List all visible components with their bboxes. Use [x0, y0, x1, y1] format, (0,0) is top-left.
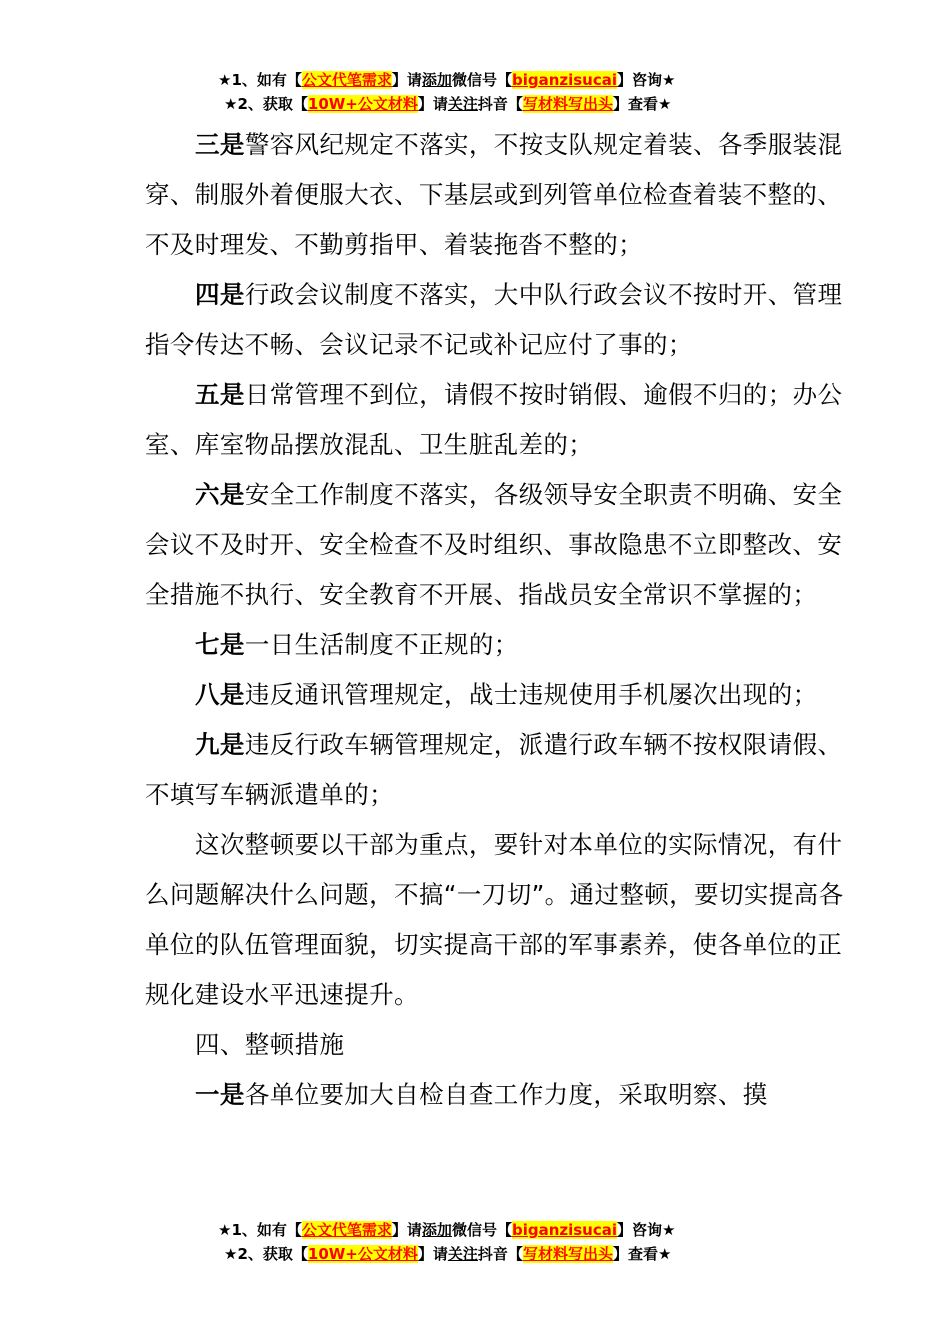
banner-text: 】请 — [417, 1245, 448, 1263]
banner-highlight: 10W+公文材料 — [307, 95, 418, 113]
banner-underline: 添加 — [421, 1221, 452, 1239]
document-body — [145, 120, 845, 1120]
banner-text: 】查看★ — [612, 95, 672, 113]
banner-underline: 添加 — [421, 71, 452, 89]
header-banner — [0, 68, 950, 116]
paragraph-5 — [145, 370, 845, 470]
banner-line-2 — [0, 92, 950, 116]
banner-highlight: 公文代笔需求 — [301, 1221, 392, 1239]
banner-text: 】查看★ — [612, 1245, 672, 1263]
banner-line-1 — [0, 1218, 950, 1242]
banner-text: 】请 — [391, 71, 422, 89]
banner-text: 抖音【 — [477, 95, 523, 113]
banner-underline: 关注 — [447, 1245, 478, 1263]
section-heading-text: 四、整顿措施 — [195, 1030, 345, 1059]
banner-text: ★2、获取【 — [224, 95, 308, 113]
paragraph-9 — [145, 720, 845, 820]
paragraph-lead: 七是 — [195, 630, 245, 659]
banner-text: 抖音【 — [477, 1245, 523, 1263]
paragraph-text: 各单位要加大自检自查工作力度，采取明察、摸 — [244, 1080, 768, 1109]
paragraph-lead: 六是 — [195, 480, 245, 509]
paragraph-text: 警容风纪规定不落实，不按支队规定着装、各季服装混穿、制服外着便服大衣、下基层或到列管单位检查着装不整的、不及时理发、不勤剪指甲、着装拖沓不整的； — [145, 130, 843, 259]
banner-text: ★1、如有【 — [218, 1221, 302, 1239]
paragraph-4 — [145, 270, 845, 370]
banner-text: 】请 — [417, 95, 448, 113]
paragraph-text: 这次整顿要以干部为重点，要针对本单位的实际情况，有什么问题解决什么问题，不搞“一刀切”。通过整顿，要切实提高各单位的队伍管理面貌，切实提高干部的军事素养，使各单位的正规化建设水平迅速提升。 — [145, 830, 844, 1009]
banner-line-1 — [0, 68, 950, 92]
paragraph-lead: 五是 — [195, 380, 245, 409]
banner-highlight: biganzisucai — [511, 71, 618, 89]
paragraph-lead: 三是 — [195, 130, 245, 159]
section-heading — [145, 1020, 845, 1070]
paragraph-lead: 八是 — [195, 680, 245, 709]
banner-underline: 关注 — [447, 95, 478, 113]
paragraph-summary — [145, 820, 845, 1020]
paragraph-text: 日常管理不到位，请假不按时销假、逾假不归的；办公室、库室物品摆放混乱、卫生脏乱差的； — [145, 380, 843, 459]
banner-text: 微信号【 — [451, 71, 512, 89]
banner-highlight: 公文代笔需求 — [301, 71, 392, 89]
banner-text: ★1、如有【 — [218, 71, 302, 89]
paragraph-text: 违反通讯管理规定，战士违规使用手机屡次出现的； — [244, 680, 818, 709]
banner-highlight: biganzisucai — [511, 1221, 618, 1239]
paragraph-3 — [145, 120, 845, 270]
footer-banner — [0, 1218, 950, 1266]
paragraph-8 — [145, 670, 845, 720]
paragraph-lead: 九是 — [195, 730, 245, 759]
banner-text: 】咨询★ — [617, 1221, 676, 1239]
paragraph-measure-1 — [145, 1070, 845, 1120]
paragraph-lead: 四是 — [195, 280, 245, 309]
banner-highlight: 写材料写出头 — [522, 1245, 613, 1263]
paragraph-text: 一日生活制度不正规的； — [244, 630, 519, 659]
banner-text: 】请 — [391, 1221, 422, 1239]
banner-text: ★2、获取【 — [224, 1245, 308, 1263]
banner-text: 】咨询★ — [617, 71, 676, 89]
paragraph-text: 安全工作制度不落实，各级领导安全职责不明确、安全会议不及时开、安全检查不及时组织、事故隐患不立即整改、安全措施不执行、安全教育不开展、指战员安全常识不掌握的； — [145, 480, 843, 609]
banner-highlight: 写材料写出头 — [522, 95, 613, 113]
paragraph-7 — [145, 620, 845, 670]
banner-highlight: 10W+公文材料 — [307, 1245, 418, 1263]
banner-line-2 — [0, 1242, 950, 1266]
paragraph-text: 违反行政车辆管理规定，派遣行政车辆不按权限请假、不填写车辆派遣单的； — [145, 730, 843, 809]
paragraph-lead: 一是 — [195, 1080, 245, 1109]
banner-text: 微信号【 — [451, 1221, 512, 1239]
paragraph-text: 行政会议制度不落实，大中队行政会议不按时开、管理指令传达不畅、会议记录不记或补记应付了事的； — [145, 280, 843, 359]
paragraph-6 — [145, 470, 845, 620]
